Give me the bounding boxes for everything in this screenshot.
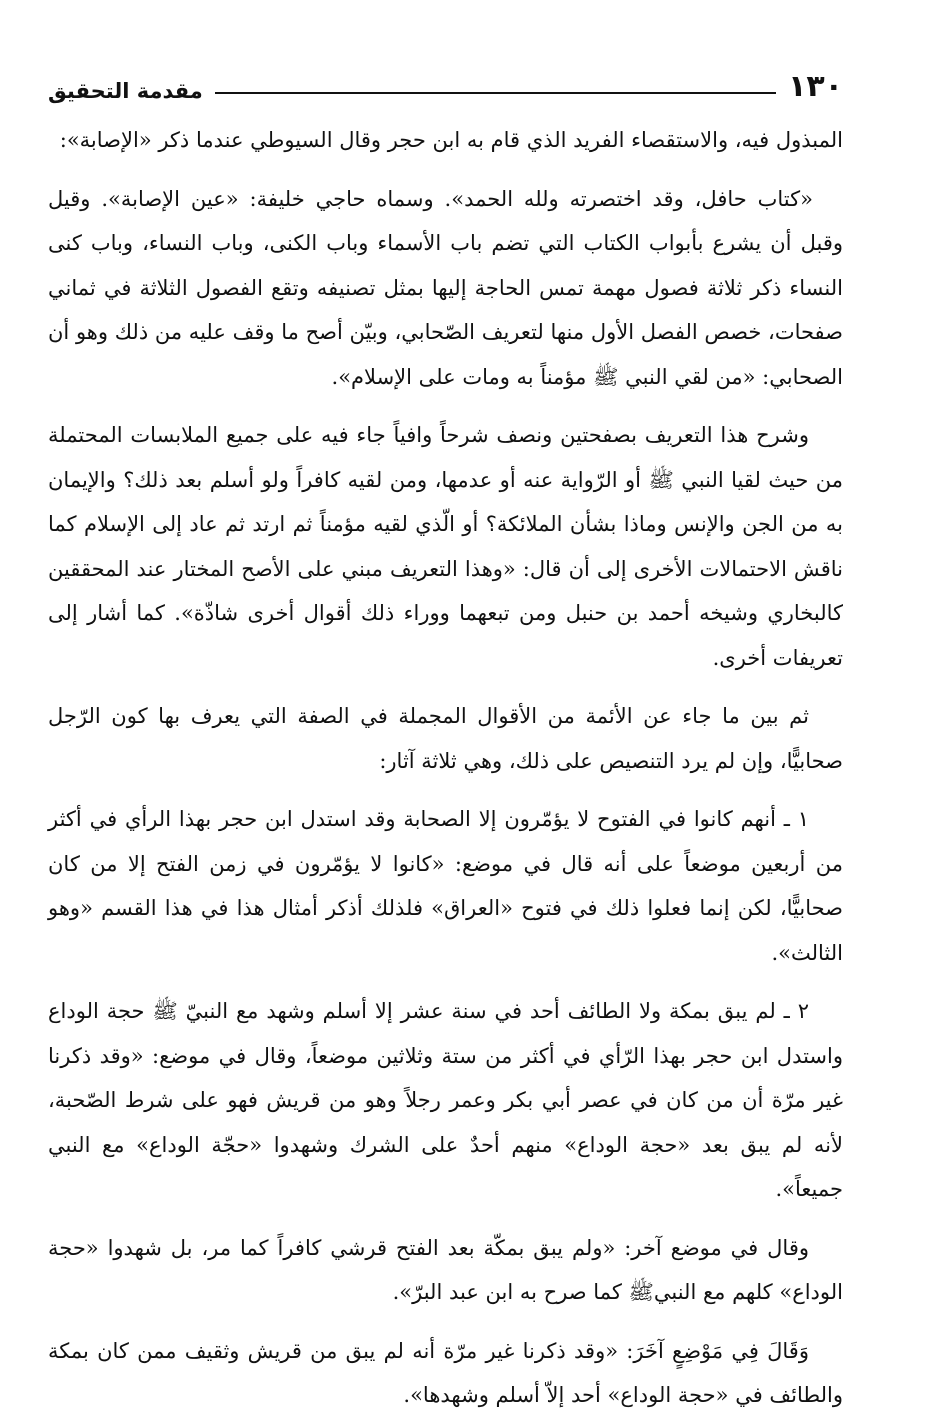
paragraph-three-signs: ثم بين ما جاء عن الأئمة من الأقوال المجملة في الصفة التي يعرف بها كون الرّجل صحابيًّا، وإن لم يرد التنصيص على ذلك، وهي ثلاثة آثار: <box>48 704 843 773</box>
paragraph-another-place-2: وَقَالَ فِي مَوْضِعٍ آخَرَ: «وقد ذكرنا غير مرّة أنه لم يبق من قريش وثقيف ممن كان بمكة والطائف في «حجة الوداع» أحد إلاّ أسلم وشهدها». <box>48 1338 843 1407</box>
paragraph-sign-two: ٢ ـ لم يبق بمكة ولا الطائف أحد في سنة عشر إلا أسلم وشهد مع النبيّ ﷺ حجة الوداع واستدل ابن حجر بهذا الرّأي في أكثر من ستة وثلاثين موضعاً، وقال في موضع: «وقد ذكرنا غير مرّة أن من كان في عصر أبي بكر وعمر رجلاً وهو من قريش فهو على شرط الصّحبة، لأنه لم يبق بعد «حجة الوداع» منهم أحدٌ على الشرك وشهدوا «حجّة الوداع» مع النبي جميعاً». <box>48 999 843 1201</box>
page-header <box>48 58 843 102</box>
running-title: مقدمة التحقيق <box>48 79 203 103</box>
book-page <box>48 58 843 1407</box>
header-rule <box>215 92 776 94</box>
paragraph-continuation: المبذول فيه، والاستقصاء الفريد الذي قام به ابن حجر وقال السيوطي عندما ذكر «الإصابة»: <box>59 128 843 152</box>
body-text <box>48 118 843 1418</box>
page-number: ١٣٠ <box>788 69 843 104</box>
paragraph-sign-one: ١ ـ أنهم كانوا في الفتوح لا يؤمّرون إلا الصحابة وقد استدل ابن حجر بهذا الرأي في أكثر من أربعين موضعاً على أنه قال في موضع: «كانوا لا يؤمّرون في زمن الفتح إلا من كان صحابيًّا، لكن إنما فعلوا ذلك في فتوح «العراق» فلذلك أذكر أمثال هذا في هذا القسم «وهو الثالث». <box>48 807 843 965</box>
paragraph-suyuti-quote: «كتاب حافل، وقد اختصرته ولله الحمد». وسماه حاجي خليفة: «عين الإصابة». وقيل وقبل أن يشرع بأبواب الكتاب التي تضم باب الأسماء وباب الكنى، وباب النساء، وباب كنى النساء ذكر ثلاثة فصول مهمة تمس الحاجة إليها بمثل تصنيفه وتقع الفصول الثلاثة في ثماني صفحات، خصص الفصل الأول منها لتعريف الصّحابي، وبيّن أصح ما وقف عليه من ذلك وهو أن الصحابي: «من لقي النبي ﷺ مؤمناً به ومات على الإسلام». <box>48 186 843 389</box>
paragraph-another-place: وقال في موضع آخر: «ولم يبق بمكّة بعد الفتح قرشي كافراً كما مر، بل شهدوا «حجة الوداع» كلهم مع النبيﷺ كما صرح به ابن عبد البرّ». <box>48 1235 843 1304</box>
paragraph-definition-explanation: وشرح هذا التعريف بصفحتين ونصف شرحاً وافياً جاء فيه على جميع الملابسات المحتملة من حيث لقيا النبي ﷺ أو الرّواية عنه أو عدمها، ومن لقيه كافراً ولو أسلم بعد ذلك؟ والإيمان به من الجن والإنس وماذا بشأن الملائكة؟ أو الّذي لقيه مؤمناً ثم ارتد ثم عاد إلى الإسلام كما ناقش الاحتمالات الأخرى إلى أن قال: «وهذا التعريف مبني على الأصح المختار عند المحققين كالبخاري وشيخه أحمد بن حنبل ومن تبعهما ووراء ذلك أقوال أخرى شاذّة». كما أشار إلى تعريفات أخرى. <box>48 423 843 670</box>
